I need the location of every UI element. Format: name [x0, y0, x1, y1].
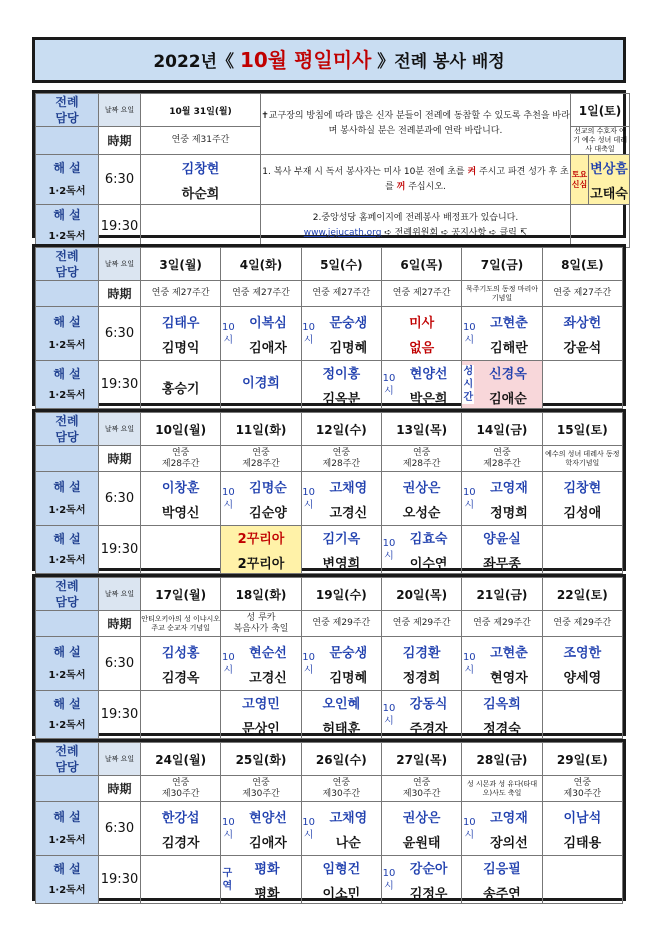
reader-name: 좌상헌	[563, 315, 602, 331]
day-period: 연중 제30주간	[381, 776, 461, 802]
lector-name: 김순양	[249, 505, 287, 521]
title-suffix: 》전례 봉사 배정	[371, 52, 505, 72]
lector-name: 강윤석	[563, 340, 602, 356]
time1: 6:30	[99, 155, 141, 205]
day-period: 성 루카 복음사가 축일	[221, 611, 301, 637]
day-period: 연중 제28주간	[381, 446, 461, 472]
mass-1930	[542, 691, 622, 739]
reader-name: 김기옥	[322, 531, 361, 547]
reader-label: 해 설 1·2독서	[36, 472, 99, 526]
date-header: 날짜 요일	[99, 413, 141, 446]
lector-name: 허태훈	[322, 721, 361, 737]
lector-name: 김정우	[409, 886, 448, 902]
mass-630	[141, 472, 221, 526]
special-sign: 구역	[222, 867, 233, 892]
period-label: 時期	[99, 611, 141, 637]
day-date: 20일(목)	[381, 578, 461, 611]
day-period: 연중 제28주간	[221, 446, 301, 472]
reader-name: 고현춘	[490, 645, 528, 661]
period-label: 時期	[99, 776, 141, 802]
role-blank	[36, 446, 99, 472]
reader-name: 고채영	[329, 480, 368, 496]
day-period: 연중 제30주간	[301, 776, 381, 802]
day-period: 묵주기도의 동정 마리아 기념일	[462, 281, 542, 307]
lector-name: 김경자	[161, 835, 200, 851]
reader-name: 김창현	[563, 480, 602, 496]
day-period: 연중 제30주간	[542, 776, 622, 802]
reader-name: 이경희	[242, 376, 280, 391]
time2: 19:30	[99, 526, 141, 574]
ten-si-marker: 10 시	[382, 372, 396, 397]
mass-1930	[542, 361, 622, 409]
ten-si-marker: 10 시	[382, 537, 396, 562]
reader-label-2: 해 설 1·2독서	[36, 526, 99, 574]
sat-date: 1일(토)	[571, 94, 630, 127]
mass-630	[301, 802, 381, 856]
reader-name: 문숭생	[329, 645, 368, 661]
reader-name: 고영재	[490, 480, 528, 496]
mass-1930	[221, 691, 301, 739]
reader-name: 이남석	[563, 810, 602, 826]
lector-name: 박영신	[161, 505, 200, 521]
day-date: 7일(금)	[462, 248, 542, 281]
date-header: 날짜 요일	[99, 578, 141, 611]
day-date: 21일(금)	[462, 578, 542, 611]
week-block	[32, 574, 626, 736]
reader-name: 김명순	[249, 480, 287, 496]
day-period: 연중 제29주간	[462, 611, 542, 637]
day-date: 8일(토)	[542, 248, 622, 281]
role-header: 전례 담당	[36, 413, 99, 446]
mass-630	[141, 637, 221, 691]
period-label: 時期	[99, 281, 141, 307]
day-date: 27일(목)	[381, 743, 461, 776]
time2: 19:30	[99, 205, 141, 248]
reader-name: 신경옥	[489, 366, 527, 382]
period-label: 時期	[99, 446, 141, 472]
mass-630	[221, 802, 301, 856]
sat-empty	[571, 205, 630, 248]
mass-630	[381, 307, 461, 361]
day-period: 연중 제29주간	[381, 611, 461, 637]
reader-label: 해 설 1·2독서	[36, 637, 99, 691]
reader-label: 해 설 1·2독서	[36, 802, 99, 856]
mass-630	[462, 307, 542, 361]
time2: 19:30	[99, 856, 141, 904]
mass-630	[462, 472, 542, 526]
mass-1930	[301, 691, 381, 739]
top-names2-empty	[141, 205, 261, 248]
day-date: 26일(수)	[301, 743, 381, 776]
ten-si-marker: 10 시	[302, 651, 316, 676]
top-names1: 김창현 하순희	[141, 155, 261, 205]
day-period: 성 시몬과 성 유다(타대오)사도 축일	[462, 776, 542, 802]
mass-1930	[381, 856, 461, 904]
reader-label: 해 설 1·2독서	[36, 155, 99, 205]
lector-name: 2꾸리아	[237, 556, 285, 572]
day-period: 연중 제28주간	[301, 446, 381, 472]
mass-1930	[462, 361, 542, 409]
ten-si-marker: 10 시	[462, 321, 476, 346]
mass-630	[462, 637, 542, 691]
lector-name: 정경희	[402, 670, 441, 686]
day-date: 15일(토)	[542, 413, 622, 446]
reader-name: 문숭생	[329, 315, 368, 331]
mass-1930	[542, 856, 622, 904]
day-period: 예수의 성녀 데레사 동정학자기념일	[542, 446, 622, 472]
reader-label-2: 해 설 1·2독서	[36, 856, 99, 904]
ten-si-marker: 10 시	[382, 702, 396, 727]
day-period: 연중 제29주간	[301, 611, 381, 637]
mass-1930	[301, 361, 381, 409]
mass-1930	[462, 856, 542, 904]
reader-name: 김효숙	[409, 531, 448, 547]
lector-name: 김애자	[249, 835, 287, 851]
mass-1930	[141, 526, 221, 574]
mass-1930	[141, 691, 221, 739]
ten-si-marker: 10 시	[302, 486, 316, 511]
reader-name: 김성홍	[161, 645, 200, 661]
reader-label-2: 해 설 1·2독서	[36, 361, 99, 409]
lector-name: 나순	[335, 835, 361, 851]
day-period: 연중 제28주간	[141, 446, 221, 472]
lector-name: 홍승기	[161, 382, 200, 397]
day-date: 29일(토)	[542, 743, 622, 776]
reader-name: 권상은	[402, 810, 441, 826]
mass-630	[381, 637, 461, 691]
reader-name: 고현춘	[490, 315, 528, 331]
date-header: 날짜 요일	[99, 743, 141, 776]
lector-name: 고경신	[329, 505, 368, 521]
period-label: 時期	[99, 127, 141, 155]
role-blank	[36, 281, 99, 307]
day-period: 연중 제27주간	[141, 281, 221, 307]
reader-name: 김응필	[483, 861, 521, 877]
time1: 6:30	[99, 307, 141, 361]
lector-name: 평화	[254, 886, 280, 902]
reader-name: 이복심	[249, 315, 287, 331]
sat-tag: 토요신심	[571, 155, 589, 205]
day-period: 연중 제29주간	[542, 611, 622, 637]
reader-name: 정이홍	[322, 366, 361, 382]
page-title	[32, 37, 626, 83]
day-date: 14일(금)	[462, 413, 542, 446]
lector-name: 변영희	[322, 556, 361, 572]
week-block	[32, 409, 626, 571]
reader-name: 권상은	[402, 480, 441, 496]
mass-630	[542, 307, 622, 361]
mass-1930	[141, 856, 221, 904]
lector-name: 오성순	[402, 505, 441, 521]
mass-630	[221, 472, 301, 526]
reader-name: 고영민	[242, 696, 280, 712]
reader-name: 2꾸리아	[237, 531, 285, 547]
lector-name: 김경옥	[161, 670, 200, 686]
lector-name: 고경신	[249, 670, 287, 686]
mass-630	[221, 307, 301, 361]
day-date: 13일(목)	[381, 413, 461, 446]
reader-name: 조영한	[563, 645, 602, 661]
day-date: 18일(화)	[221, 578, 301, 611]
role-header: 전례 담당	[36, 94, 99, 127]
reader-name: 현양선	[409, 366, 448, 382]
mass-1930	[221, 361, 301, 409]
lector-name: 장의선	[490, 835, 528, 851]
sat-names: 변상흠 고태숙	[589, 155, 630, 205]
lector-name: 이소민	[322, 886, 361, 902]
mass-1930	[381, 691, 461, 739]
mass-630	[542, 472, 622, 526]
notice-main: ✝교구장의 방침에 따라 많은 신자 분들이 전례에 동참할 수 있도록 추천을 바라며 봉사하실 분은 전례분과에 연락 바랍니다.	[261, 94, 571, 155]
mass-1930	[462, 526, 542, 574]
time1: 6:30	[99, 637, 141, 691]
title-highlight: 10월 평일미사	[239, 48, 372, 72]
lector-name: 윤원태	[402, 835, 441, 851]
lector-name: 주경자	[409, 721, 448, 737]
mass-1930	[141, 361, 221, 409]
day-period: 연중 제30주간	[221, 776, 301, 802]
reader-name: 임형건	[322, 861, 361, 877]
mass-630	[542, 802, 622, 856]
lector-name: 송주연	[483, 886, 521, 902]
lector-name: 김해란	[490, 340, 528, 356]
lector-name: 김성애	[563, 505, 602, 521]
day-date: 28일(금)	[462, 743, 542, 776]
lector-name: 현영자	[490, 670, 528, 686]
lector-name: 없음	[409, 340, 435, 356]
ten-si-marker: 10 시	[302, 321, 316, 346]
reader-name: 고채영	[329, 810, 368, 826]
mass-630	[141, 802, 221, 856]
date-header: 날짜 요일	[99, 94, 141, 127]
lector-name: 김명혜	[329, 670, 368, 686]
lector-name: 김태용	[563, 835, 602, 851]
day-date: 12일(수)	[301, 413, 381, 446]
week-block	[32, 739, 626, 901]
day-date: 24일(월)	[141, 743, 221, 776]
notice-1: 1. 복사 부재 시 독서 봉사자는 미사 10분 전에 초를 켜 주시고 파견 성가 후 초를 꺼 주십시오.	[261, 155, 571, 205]
day-date: 22일(토)	[542, 578, 622, 611]
ten-si-marker: 10 시	[382, 867, 396, 892]
mass-1930	[381, 526, 461, 574]
ten-si-marker: 10 시	[221, 816, 235, 841]
reader-name: 미사	[409, 315, 435, 331]
ten-si-marker: 10 시	[462, 816, 476, 841]
reader-name: 김옥희	[483, 696, 521, 712]
day-period: 연중 제27주간	[301, 281, 381, 307]
lector-name: 양세영	[563, 670, 602, 686]
reader-name: 오인혜	[322, 696, 361, 712]
lector-name: 김명익	[161, 340, 200, 356]
role-blank	[36, 611, 99, 637]
role-blank	[36, 127, 99, 155]
mass-1930	[381, 361, 461, 409]
mass-630	[301, 637, 381, 691]
lector-name: 이수연	[409, 556, 448, 572]
lector-name: 정명희	[490, 505, 528, 521]
ten-si-marker: 10 시	[221, 651, 235, 676]
ten-si-marker: 10 시	[221, 321, 235, 346]
mass-630	[381, 472, 461, 526]
mass-630	[301, 472, 381, 526]
top-date: 10월 31일(월)	[141, 94, 261, 127]
mass-1930	[221, 856, 301, 904]
time1: 6:30	[99, 472, 141, 526]
time2: 19:30	[99, 691, 141, 739]
mass-1930	[221, 526, 301, 574]
homepage-link[interactable]: www.jejucath.org	[303, 228, 382, 238]
notice-2: 2.중앙성당 홈페이지에 전례봉사 배정표가 있습니다. www.jejucath.org ➪ 전례위원회 ➪ 공지사항 ➪ 클릭 ↸	[261, 205, 571, 248]
top-block	[32, 90, 628, 242]
mass-1930	[462, 691, 542, 739]
mass-1930	[301, 856, 381, 904]
day-date: 17일(월)	[141, 578, 221, 611]
reader-name: 현양선	[249, 810, 287, 826]
ten-si-marker: 10 시	[221, 486, 235, 511]
top-period: 연중 제31주간	[141, 127, 261, 155]
day-period: 연중 제27주간	[381, 281, 461, 307]
day-period: 연중 제27주간	[542, 281, 622, 307]
ten-si-marker: 10 시	[462, 651, 476, 676]
reader-label-2: 해 설 1·2독서	[36, 205, 99, 248]
role-header: 전례 담당	[36, 743, 99, 776]
time1: 6:30	[99, 802, 141, 856]
mass-1930	[301, 526, 381, 574]
reader-name: 현순선	[249, 645, 287, 661]
mass-630	[381, 802, 461, 856]
day-date: 11일(화)	[221, 413, 301, 446]
reader-name: 한강섭	[161, 810, 200, 826]
title-prefix: 2022년《	[153, 52, 240, 72]
ten-si-marker: 10 시	[302, 816, 316, 841]
day-date: 5일(수)	[301, 248, 381, 281]
reader-name: 강순아	[409, 861, 448, 877]
mass-630	[221, 637, 301, 691]
reader-name: 평화	[254, 861, 280, 877]
day-date: 6일(목)	[381, 248, 461, 281]
day-date: 4일(화)	[221, 248, 301, 281]
day-date: 19일(수)	[301, 578, 381, 611]
day-period: 안티오키아의 성 이냐시오 주교 순교자 기념일	[141, 611, 221, 637]
time2: 19:30	[99, 361, 141, 409]
reader-label-2: 해 설 1·2독서	[36, 691, 99, 739]
lector-name: 박은희	[409, 391, 448, 407]
mass-630	[141, 307, 221, 361]
day-date: 3일(월)	[141, 248, 221, 281]
lector-name: 김명혜	[329, 340, 368, 356]
mass-630	[301, 307, 381, 361]
mass-630	[542, 637, 622, 691]
day-date: 10일(월)	[141, 413, 221, 446]
day-period: 연중 제27주간	[221, 281, 301, 307]
special-sign: 성시간	[463, 366, 474, 403]
role-header: 전례 담당	[36, 578, 99, 611]
lector-name: 김애순	[489, 391, 527, 407]
reader-name: 김태우	[161, 315, 200, 331]
reader-name: 김경환	[402, 645, 441, 661]
reader-label: 해 설 1·2독서	[36, 307, 99, 361]
lector-name: 정경숙	[483, 721, 521, 737]
reader-name: 양윤실	[483, 531, 521, 547]
lector-name: 문상인	[242, 721, 280, 737]
mass-630	[462, 802, 542, 856]
day-period: 연중 제28주간	[462, 446, 542, 472]
week-block	[32, 244, 626, 406]
mass-1930	[542, 526, 622, 574]
reader-name: 이창훈	[161, 480, 200, 496]
day-period: 연중 제30주간	[141, 776, 221, 802]
role-blank	[36, 776, 99, 802]
reader-name: 강동식	[409, 696, 448, 712]
reader-name: 고영재	[490, 810, 528, 826]
role-header: 전례 담당	[36, 248, 99, 281]
date-header: 날짜 요일	[99, 248, 141, 281]
ten-si-marker: 10 시	[462, 486, 476, 511]
day-date: 25일(화)	[221, 743, 301, 776]
lector-name: 김애자	[249, 340, 287, 356]
lector-name: 김옥분	[322, 391, 361, 407]
lector-name: 좌무종	[483, 556, 521, 572]
sat-period: 선교의 수호자 아기 예수 성녀 데레사 대축일	[571, 127, 630, 155]
